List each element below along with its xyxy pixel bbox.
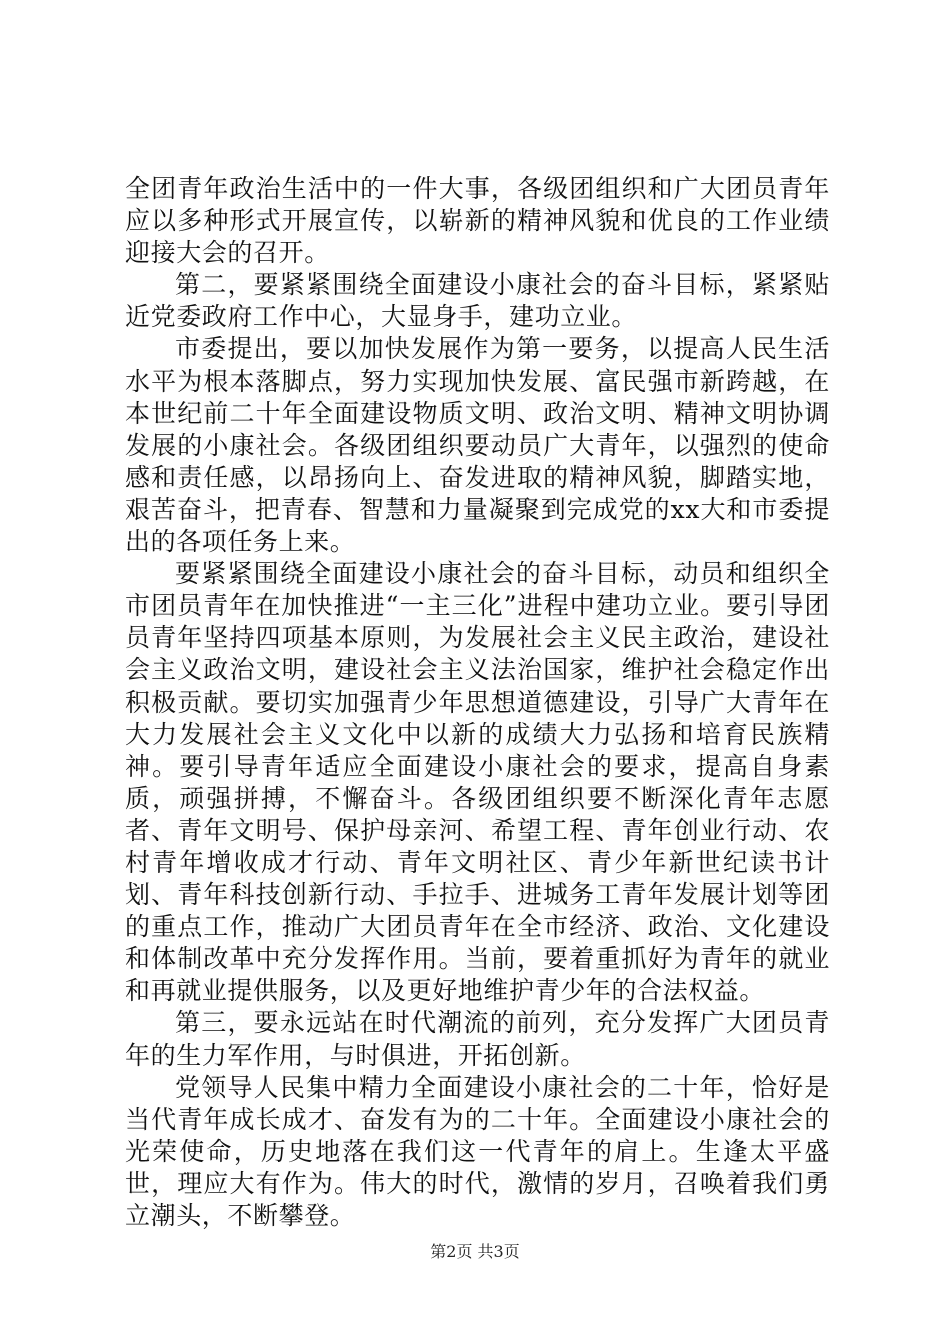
- paragraph-third-point: 第三，要永远站在时代潮流的前列，充分发挥广大团员青年的生力军作用，与时俱进，开拓创新。: [125, 1008, 830, 1070]
- paragraph-second-point: 第二，要紧紧围绕全面建设小康社会的奋斗目标，紧紧贴近党委政府工作中心，大显身手，建功立业。: [125, 270, 830, 332]
- paragraph-city-committee: 市委提出，要以加快发展作为第一要务，以提高人民生活水平为根本落脚点，努力实现加快发展、富民强市新跨越，在本世纪前二十年全面建设物质文明、政治文明、精神文明协调发展的小康社会。各级团组织要动员广大青年，以强烈的使命感和责任感，以昂扬向上、奋发进取的精神风貌，脚踏实地，艰苦奋斗，把青春、智慧和力量凝聚到完成党的xx大和市委提出的各项任务上来。: [125, 334, 830, 557]
- page-number-footer: 第2页 共3页: [430, 1242, 520, 1261]
- paragraph-mobilize-youth: 要紧紧围绕全面建设小康社会的奋斗目标，动员和组织全市团员青年在加快推进“一主三化”进程中建功立业。要引导团员青年坚持四项基本原则，为发展社会主义民主政治，建设社会主义政治文明，建设社会主义法治国家，维护社会稳定作出积极贡献。要切实加强青少年思想道德建设，引导广大青年在大力发展社会主义文化中以新的成绩大力弘扬和培育民族精神。要引导青年适应全面建设小康社会的要求，提高自身素质，顽强拼搏，不懈奋斗。各级团组织要不断深化青年志愿者、青年文明号、保护母亲河、希望工程、青年创业行动、农村青年增收成才行动、青年文明社区、青少年新世纪读书计划、青年科技创新行动、手拉手、进城务工青年发展计划等团的重点工作，推动广大团员青年在全市经济、政治、文化建设和体制改革中充分发挥作用。当前，要着重抓好为青年的就业和再就业提供服务，以及更好地维护青少年的合法权益。: [125, 559, 830, 1006]
- paragraph-continued: 全团青年政治生活中的一件大事，各级团组织和广大团员青年应以多种形式开展宣传，以崭新的精神风貌和优良的工作业绩迎接大会的召开。: [125, 174, 830, 268]
- paragraph-twenty-years: 党领导人民集中精力全面建设小康社会的二十年，恰好是当代青年成长成才、奋发有为的二十年。全面建设小康社会的光荣使命，历史地落在我们这一代青年的肩上。生逢太平盛世，理应大有作为。伟大的时代，激情的岁月，召唤着我们勇立潮头，不断攀登。: [125, 1072, 830, 1230]
- document-body: [125, 173, 830, 1232]
